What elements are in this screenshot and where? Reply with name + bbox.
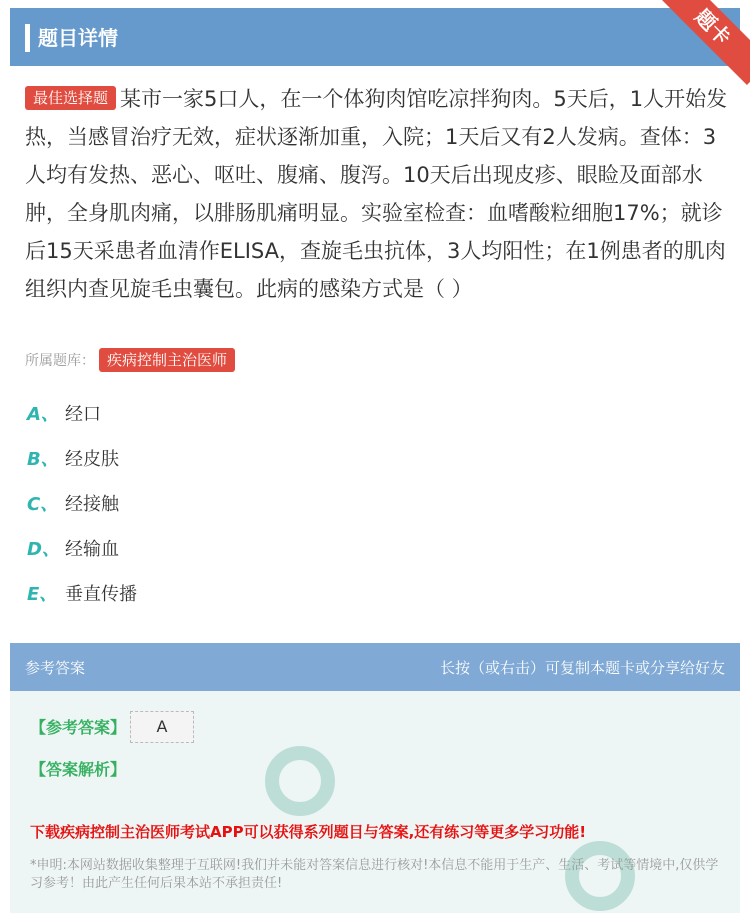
reference-answer-label: 【参考答案】 <box>30 718 127 737</box>
question-bank: 所属题库： 疾病控制主治医师 <box>25 348 239 372</box>
reference-answer-image: A <box>130 711 194 743</box>
option-b[interactable]: B、 经皮肤 <box>27 449 119 470</box>
option-c[interactable]: C、 经接触 <box>27 494 119 515</box>
options-list <box>27 400 137 625</box>
option-e[interactable]: E、 垂直传播 <box>27 584 137 605</box>
answer-body <box>10 691 740 913</box>
app-promo-link[interactable]: 下载疾病控制主治医师考试APP可以获得系列题目与答案,还有练习等更多学习功能! <box>30 823 587 841</box>
page-title: 题目详情 <box>38 26 118 50</box>
title-accent-bar <box>25 24 30 52</box>
question-bank-tag[interactable]: 疾病控制主治医师 <box>99 348 235 372</box>
disclaimer: *申明:本网站数据收集整理于互联网!我们并未能对答案信息进行核对!本信息不能用于生产、生活、考试等情境中,仅供学习参考！由此产生任何后果本站不承担责任! <box>30 858 719 891</box>
option-d[interactable]: D、 经输血 <box>27 539 119 560</box>
analysis-label: 【答案解析】 <box>30 760 127 779</box>
question-card-ribbon: 题卡 <box>650 0 750 90</box>
question-type-tag: 最佳选择题 <box>25 86 116 110</box>
answer-header: 参考答案 长按（或右击）可复制本题卡或分享给好友 <box>10 643 740 691</box>
page-header <box>10 8 740 66</box>
question-text: 最佳选择题 某市一家5口人，在一个体狗肉馆吃凉拌狗肉。5天后，1人开始发热，当感冒治疗无效，症状逐渐加重，入院；1天后又有2人发病。查体：3人均有发热、恶心、呕吐、腹痛、腹泻。10天后出现皮疹、眼睑及面部水肿，全身肌肉痛，以腓肠肌痛明显。实验室检查：血嗜酸粒细胞17%；就诊后15天采患者血清作ELISA，查旋毛虫抗体，3人均阳性；在1例患者的肌肉组织内查见旋毛虫囊包。此病的感染方式是（ ） <box>25 87 728 301</box>
watermark-logo-icon <box>265 746 335 816</box>
option-a[interactable]: A、 经口 <box>27 404 101 425</box>
